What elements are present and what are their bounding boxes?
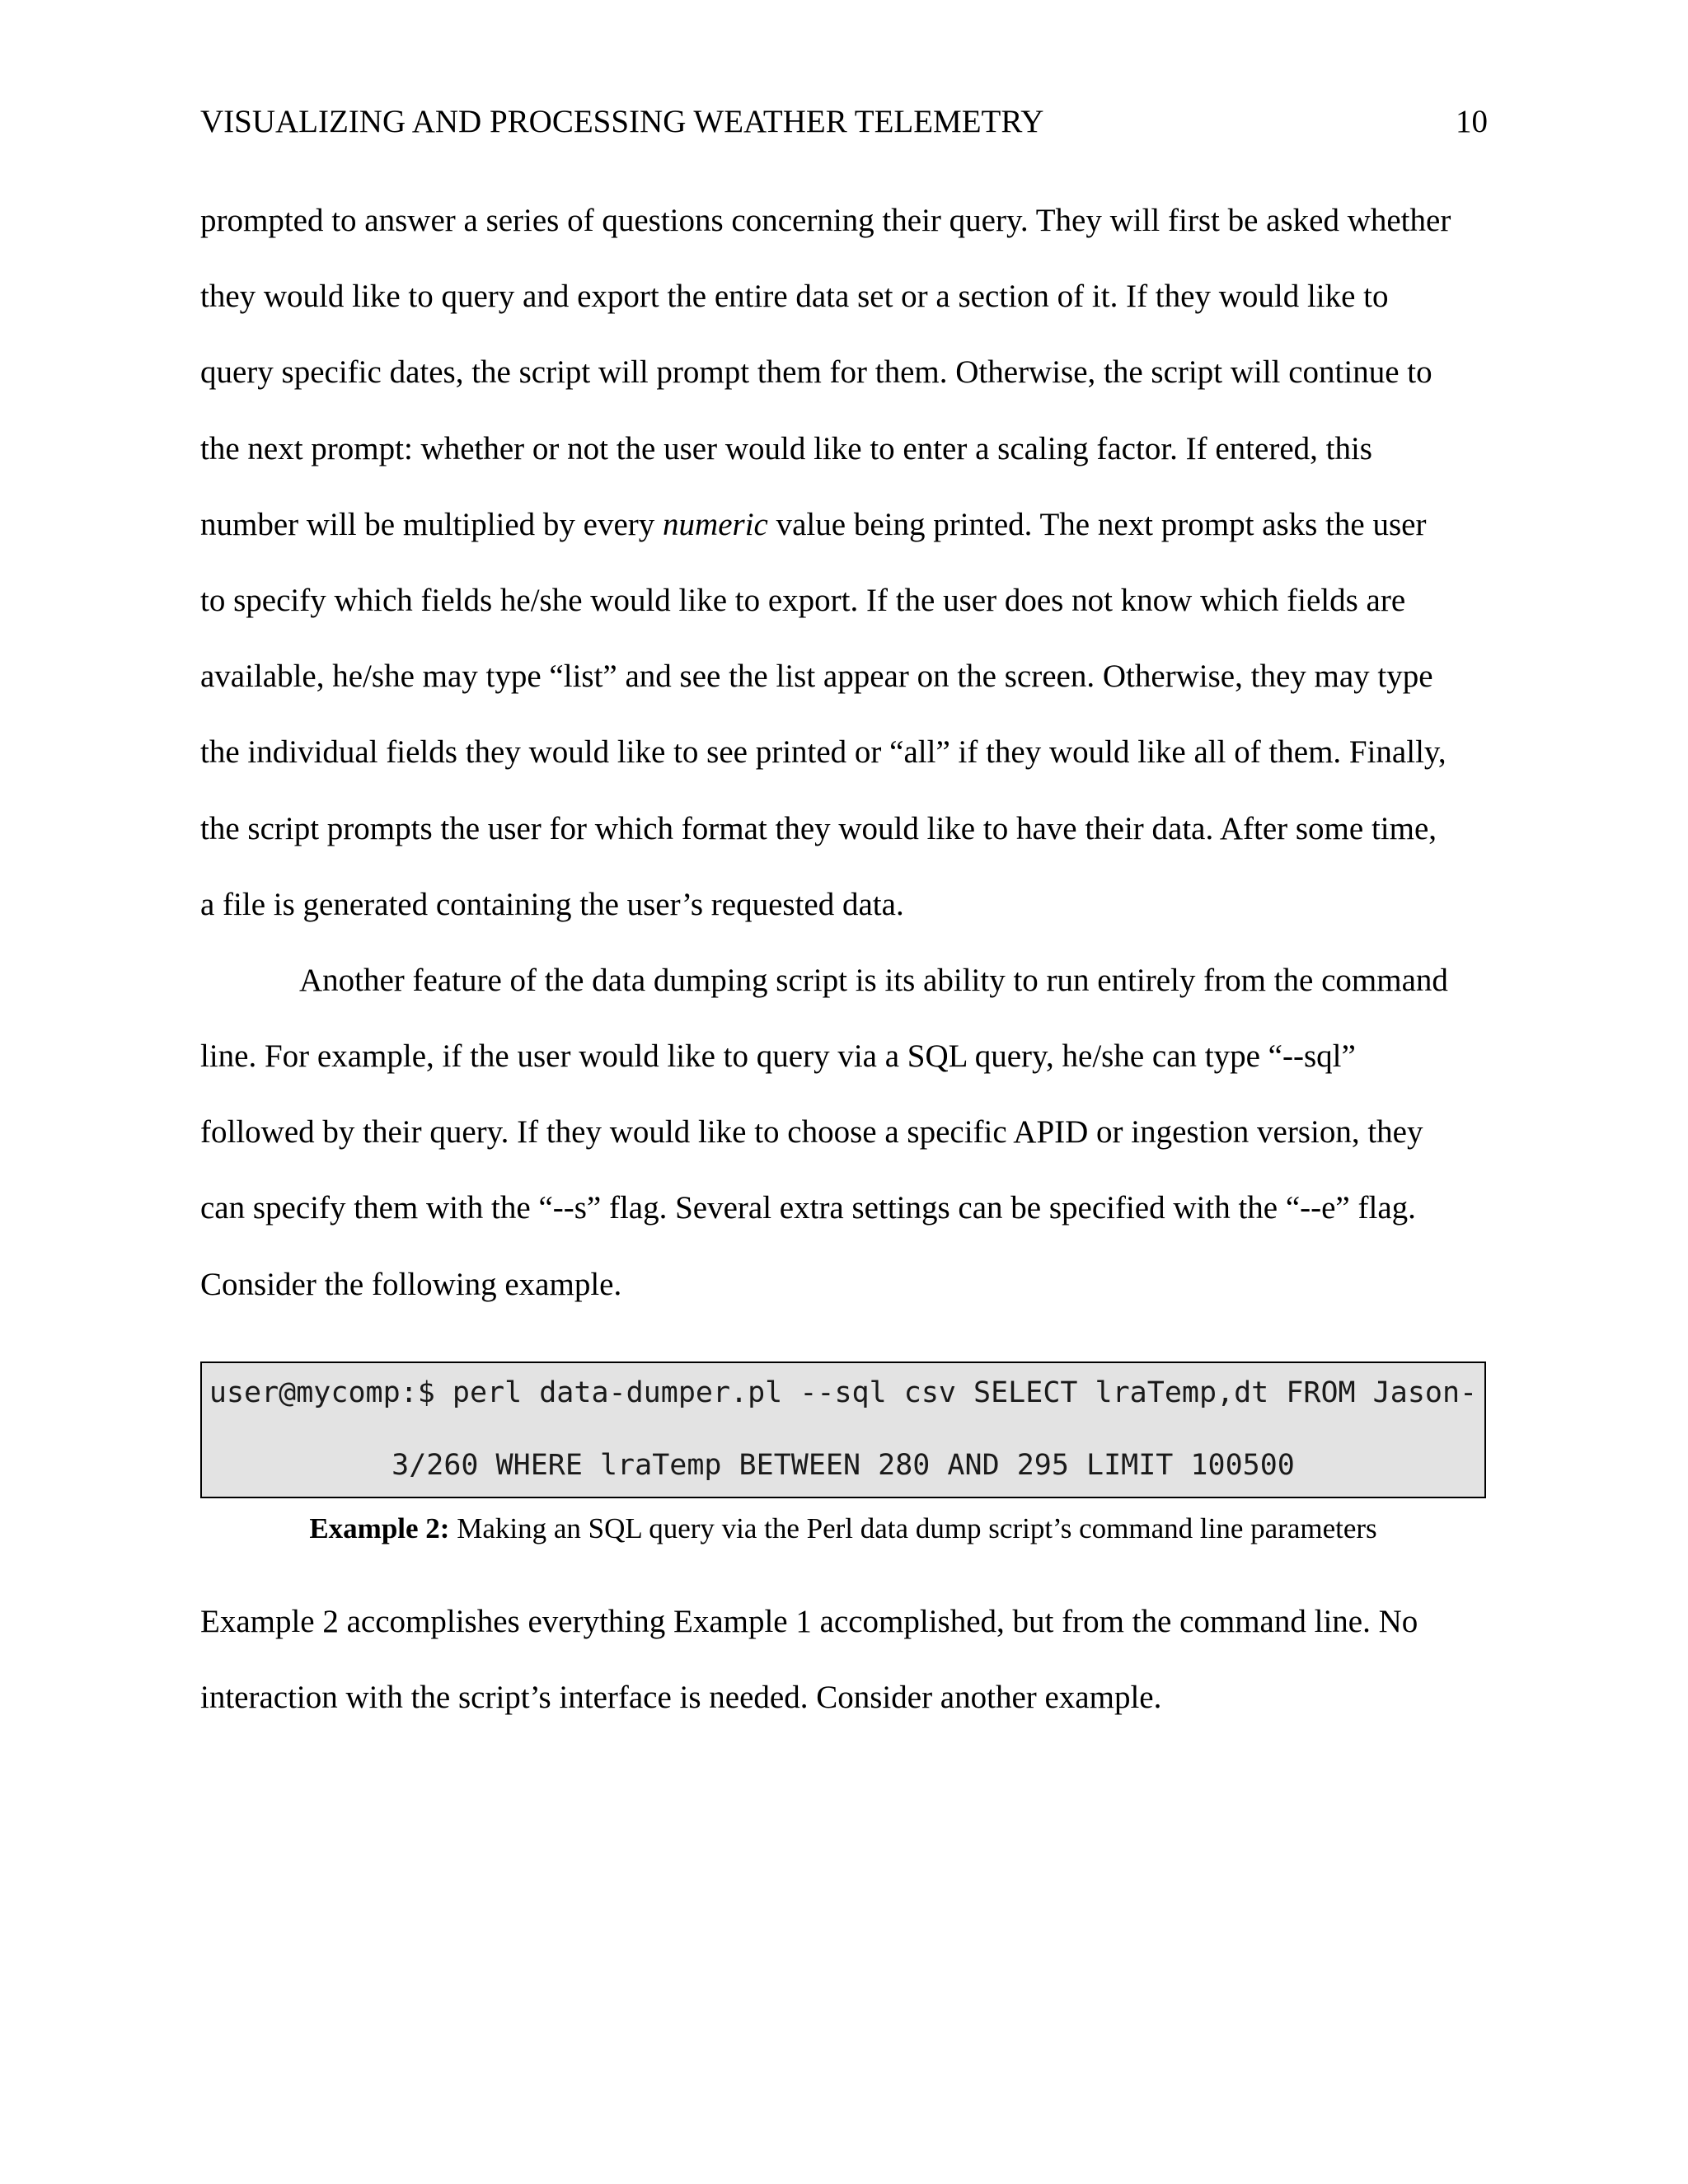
text-line: the next prompt: whether or not the user would like to enter a scaling factor. If entered, this [200,430,1372,466]
body-paragraph-3 [200,1584,1488,1736]
running-head-title: VISUALIZING AND PROCESSING WEATHER TELEMETRY [200,104,1044,139]
text-line: interaction with the script’s interface is needed. Consider another example. [200,1680,1162,1716]
text-line: line. For example, if the user would like to query via a SQL query, he/she can type “--sql” [200,1038,1356,1075]
body-paragraph-1 [200,183,1488,1323]
text-line: Consider the following example. [200,1266,622,1302]
text-line: can specify them with the “--s” flag. Several extra settings can be specified with the “--e” flag. [200,1190,1416,1226]
text-line: available, he/she may type “list” and see the list appear on the screen. Otherwise, they may type [200,658,1433,695]
code-line: user@mycomp:$ perl data-dumper.pl --sql csv SELECT lraTemp,dt FROM Jason- [209,1376,1478,1409]
code-line: 3/260 WHERE lraTemp BETWEEN 280 AND 295 LIMIT 100500 [392,1449,1295,1482]
text-line: to specify which fields he/she would like to export. If the user does not know which fields are [200,582,1406,618]
text-line: Another feature of the data dumping script is its ability to run entirely from the command [299,962,1448,998]
text-line: the script prompts the user for which format they would like to have their data. After some time, [200,810,1437,846]
caption-label: Example 2: [309,1512,450,1544]
caption-text: Making an SQL query via the Perl data dump script’s command line parameters [449,1512,1377,1544]
page-number: 10 [1456,104,1488,139]
running-head [200,97,1488,147]
emphasis-numeric: numeric [663,506,768,542]
text-line: they would like to query and export the entire data set or a section of it. If they would like to [200,279,1389,315]
text-segment: value being printed. The next prompt asks the user [767,506,1427,542]
code-example-box [200,1361,1486,1498]
text-line: followed by their query. If they would like to choose a specific APID or ingestion version, they [200,1114,1423,1151]
figure-caption [200,1508,1486,1549]
text-line: prompted to answer a series of questions concerning their query. They will first be asked whether [200,203,1451,238]
text-line: query specific dates, the script will prompt them for them. Otherwise, the script will continue to [200,354,1432,391]
text-line [200,487,1488,563]
text-line: a file is generated containing the user’s requested data. [200,886,904,922]
text-segment: number will be multiplied by every [200,506,663,542]
text-line: Example 2 accomplishes everything Example 1 accomplished, but from the command line. No [200,1604,1418,1639]
text-line: the individual fields they would like to see printed or “all” if they would like all of them. Finally, [200,734,1447,771]
